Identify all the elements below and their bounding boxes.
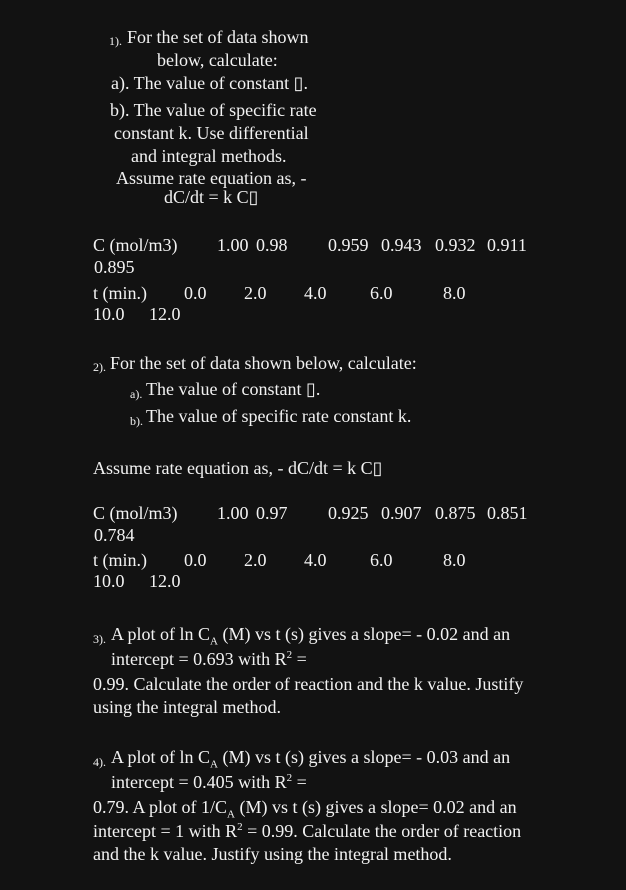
q4-line3: 0.79. A plot of $1/C_A$ (M) vs t (s) gives a slope= 0.02 and an (93, 797, 517, 821)
q2-part-a: The value of constant ▯. (146, 379, 321, 399)
q4-line2: intercept = 0.405 with $R^2$ = (111, 772, 307, 792)
q3-line4: using the integral method. (93, 697, 281, 717)
q4-line4: intercept = 1 with $R^2 = 0.99$. Calculate the order of reaction (93, 821, 522, 841)
q1-t-value: 4.0 (304, 283, 327, 303)
q1-c-value: 0.98 (256, 235, 288, 255)
q2-c-label: C (mol/m3) (93, 503, 178, 523)
q3-line3: 0.99. Calculate the order of reaction and the k value. Justify (93, 674, 524, 694)
q2-t-value: 0.0 (184, 550, 207, 570)
q2-c-value: 0.907 (381, 503, 422, 523)
q2-t-value: 4.0 (304, 550, 327, 570)
q2-c-value: 0.851 (487, 503, 528, 523)
q1-c-value: 1.00 (217, 235, 249, 255)
q2-c-value: 0.97 (256, 503, 288, 523)
q1-assume: Assume rate equation as, - (116, 168, 307, 188)
q2-c-value: 0.784 (94, 525, 135, 545)
q2-t-label: t (min.) (93, 550, 147, 570)
q1-equation: dC/dt = k C▯ (164, 187, 259, 207)
q2-c-value: 1.00 (217, 503, 249, 523)
q1-c-value: 0.932 (435, 235, 476, 255)
q2-t-value: 12.0 (149, 571, 181, 591)
q1-part-b-line1: b). The value of specific rate (110, 100, 317, 120)
q1-t-value: 6.0 (370, 283, 393, 303)
q4-line5: and the k value. Justify using the integral method. (93, 844, 452, 864)
q2-c-value: 0.925 (328, 503, 369, 523)
q2-number: 2). (93, 360, 106, 374)
q1-c-value: 0.959 (328, 235, 369, 255)
q1-c-value: 0.895 (94, 257, 135, 277)
q1-t-value: 12.0 (149, 304, 181, 324)
q1-part-b-line3: and integral methods. (131, 146, 287, 166)
q2-assume: Assume rate equation as, - dC/dt = k C▯ (93, 458, 383, 478)
q2-part-b-number: b). (130, 414, 143, 428)
q1-c-value: 0.943 (381, 235, 422, 255)
q3-line2: intercept = 0.693 with $R^2$ = (111, 649, 307, 669)
q3-line1: A plot of $\ln C_A$ (M) vs t (s) gives a slope= - 0.02 and an (111, 624, 511, 648)
q2-t-value: 2.0 (244, 550, 267, 570)
q2-t-value: 10.0 (93, 571, 125, 591)
q2-c-value: 0.875 (435, 503, 476, 523)
q2-t-value: 6.0 (370, 550, 393, 570)
q1-number: 1). (109, 34, 122, 48)
q1-part-a: a). The value of constant ▯. (111, 73, 309, 93)
q3-number: 3). (93, 632, 106, 646)
q1-t-value: 2.0 (244, 283, 267, 303)
q1-line2: below, calculate: (157, 50, 278, 70)
q1-part-b-line2: constant k. Use differential (114, 123, 309, 143)
q1-t-value: 10.0 (93, 304, 125, 324)
q2-t-value: 8.0 (443, 550, 466, 570)
q1-c-value: 0.911 (487, 235, 527, 255)
q4-number: 4). (93, 755, 106, 769)
q4-line1: A plot of $\ln C_A$ (M) vs t (s) gives a slope= - 0.03 and an (111, 747, 511, 771)
q1-t-value: 0.0 (184, 283, 207, 303)
q2-part-a-number: a). (130, 387, 143, 401)
q1-line1: For the set of data shown (127, 27, 309, 47)
q2-line1: For the set of data shown below, calculate: (110, 353, 417, 373)
q2-part-b: The value of specific rate constant k. (146, 406, 412, 426)
q1-t-label: t (min.) (93, 283, 147, 303)
q1-t-value: 8.0 (443, 283, 466, 303)
q1-c-label: C (mol/m3) (93, 235, 178, 255)
